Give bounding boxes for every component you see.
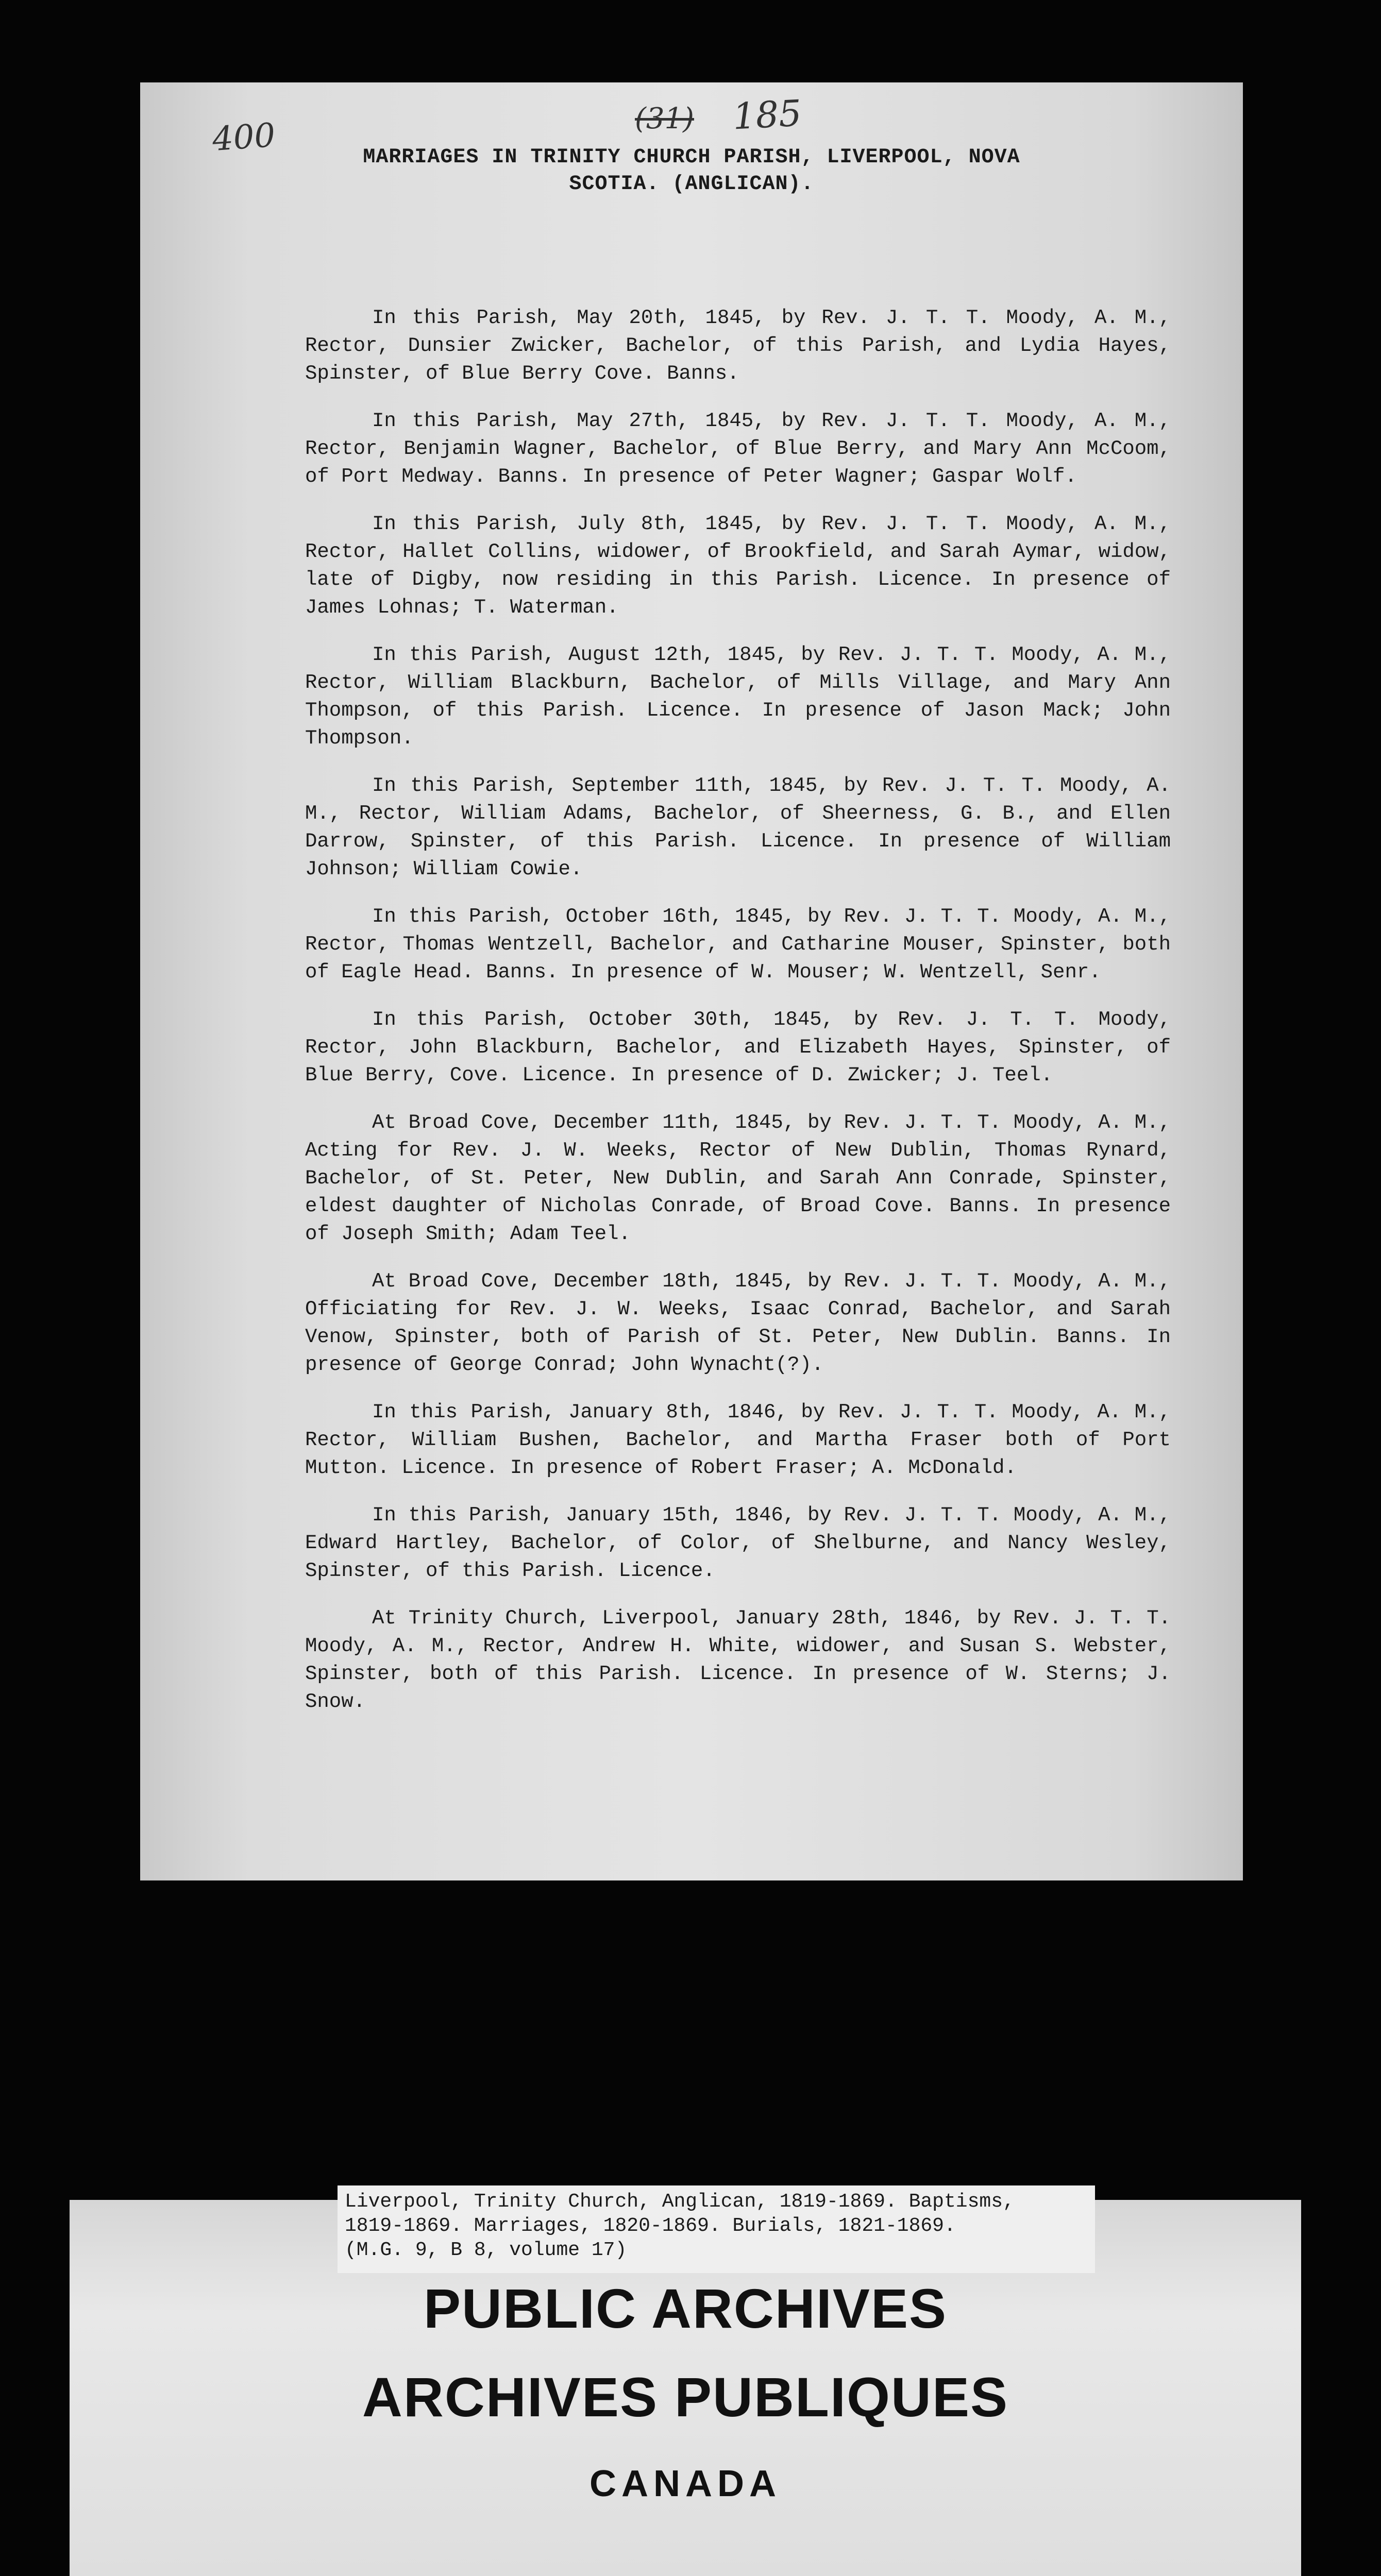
archives-label-card	[70, 2191, 1301, 2576]
canada-heading: CANADA	[590, 2463, 781, 2504]
handwritten-page-number-left: 400	[211, 116, 277, 159]
marriage-entry: In this Parish, May 27th, 1845, by Rev. J. T. T. Moody, A. M., Rector, Benjamin Wagner, Bachelor, of Blue Berry, and Mary Ann McCoom, of Port Medway. Banns. In presence of Peter Wagner; Gaspar Wolf.	[305, 410, 1171, 488]
marriage-entry: In this Parish, September 11th, 1845, by Rev. J. T. T. Moody, A. M., Rector, William Adams, Bachelor, of Sheerness, G. B., and Ellen Darrow, Spinster, of this Parish. Licence. In presence of William Johnson; William Cowie.	[305, 774, 1171, 880]
marriage-entries	[305, 304, 1171, 1735]
title-line-1: MARRIAGES IN TRINITY CHURCH PARISH, LIVERPOOL, NOVA	[363, 146, 1020, 169]
struck-page-number: (31)	[635, 102, 694, 135]
marriage-entry: At Broad Cove, December 18th, 1845, by Rev. J. T. T. Moody, A. M., Officiating for Rev. J. W. Weeks, Isaac Conrad, Bachelor, and Sarah Venow, Spinster, both of Parish of St. Peter, New Dublin. Banns. In presence of George Conrad; John Wynacht(?).	[305, 1270, 1171, 1376]
archives-publiques-heading: ARCHIVES PUBLIQUES	[362, 2366, 1009, 2428]
marriage-entry: In this Parish, January 15th, 1846, by Rev. J. T. T. Moody, A. M., Edward Hartley, Bachelor, of Color, of Shelburne, and Nancy Wesley, Spinster, of this Parish. Licence.	[305, 1504, 1171, 1582]
marriage-entry: In this Parish, July 8th, 1845, by Rev. J. T. T. Moody, A. M., Rector, Hallet Collins, widower, of Brookfield, and Sarah Aymar, widow, late of Digby, now residing in this Parish. Licence. In presence of James Lohnas; T. Waterman.	[305, 513, 1171, 619]
public-archives-heading: PUBLIC ARCHIVES	[423, 2277, 948, 2340]
title-line-2: SCOTIA. (ANGLICAN).	[569, 173, 814, 196]
marriage-entry: In this Parish, October 30th, 1845, by Rev. J. T. T. Moody, Rector, John Blackburn, Bachelor, and Elizabeth Hayes, Spinster, of Blue Berry, Cove. Licence. In presence of D. Zwicker; J. Teel.	[305, 1008, 1171, 1087]
marriage-entry: In this Parish, October 16th, 1845, by Rev. J. T. T. Moody, A. M., Rector, Thomas Wentzell, Bachelor, and Catharine Mouser, Spinster, both of Eagle Head. Banns. In presence of W. Mouser; W. Wentzell, Senr.	[305, 905, 1171, 984]
slip-line-2: 1819-1869. Marriages, 1820-1869. Burials, 1821-1869.	[345, 2215, 956, 2237]
reference-slip	[338, 2185, 1095, 2273]
slip-line-3: (M.G. 9, B 8, volume 17)	[345, 2239, 627, 2261]
slip-line-1: Liverpool, Trinity Church, Anglican, 1819-1869. Baptisms,	[345, 2191, 1015, 2213]
document-page	[140, 82, 1243, 1880]
marriage-entry: In this Parish, August 12th, 1845, by Rev. J. T. T. Moody, A. M., Rector, William Blackburn, Bachelor, of Mills Village, and Mary Ann Thompson, of this Parish. Licence. In presence of Jason Mack; John Thompson.	[305, 643, 1171, 750]
document-title	[140, 144, 1243, 198]
handwritten-page-number-right: 185	[731, 92, 803, 138]
marriage-entry: At Broad Cove, December 11th, 1845, by Rev. J. T. T. Moody, A. M., Acting for Rev. J. W. Weeks, Rector of New Dublin, Thomas Rynard, Bachelor, of St. Peter, New Dublin, and Sarah Ann Conrade, Spinster, eldest daughter of Nicholas Conrade, of Broad Cove. Banns. In presence of Joseph Smith; Adam Teel.	[305, 1111, 1171, 1245]
marriage-entry: In this Parish, May 20th, 1845, by Rev. J. T. T. Moody, A. M., Rector, Dunsier Zwicker, Bachelor, of this Parish, and Lydia Hayes, Spinster, of Blue Berry Cove. Banns.	[305, 307, 1171, 385]
marriage-entry: At Trinity Church, Liverpool, January 28th, 1846, by Rev. J. T. T. Moody, A. M., Rector, Andrew H. White, widower, and Susan S. Webster, Spinster, both of this Parish. Licence. In presence of W. Sterns; J. Snow.	[305, 1607, 1171, 1713]
marriage-entry: In this Parish, January 8th, 1846, by Rev. J. T. T. Moody, A. M., Rector, William Bushen, Bachelor, and Martha Fraser both of Port Mutton. Licence. In presence of Robert Fraser; A. McDonald.	[305, 1401, 1171, 1479]
